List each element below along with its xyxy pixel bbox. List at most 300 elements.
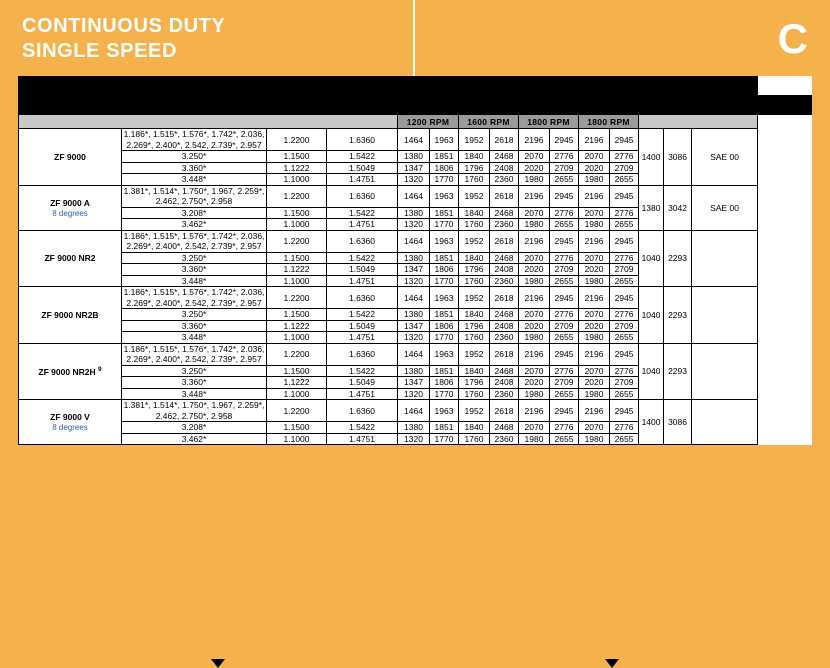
cell-hp-1600: 2360 <box>490 174 519 186</box>
cell-kw-1200: 1347 <box>398 264 430 276</box>
cell-hp-rpm: 1.5049 <box>327 377 398 389</box>
cell-max-kw: 2020 <box>579 162 610 174</box>
cell-hp-rpm: 1.4751 <box>327 388 398 400</box>
cell-max-hp: 2945 <box>610 287 639 309</box>
cell-hp-rpm: 1.4751 <box>327 332 398 344</box>
cell-ratios: 3.250* <box>122 365 267 377</box>
cell-hp-1200: 1963 <box>430 129 459 151</box>
th-kw-rpm: KW/RPM <box>267 96 327 115</box>
cell-hp-1200: 1963 <box>430 343 459 365</box>
cell-kw-1200: 1320 <box>398 174 430 186</box>
cell-hp-rpm: 1.5422 <box>327 207 398 219</box>
cell-ratios: 1.381*, 1.514*, 1.750*, 1.967, 2.259*, 2.462, 2.750*, 2.958 <box>122 185 267 207</box>
cell-kw-1600: 1796 <box>459 320 490 332</box>
cell-hp-1200: 1770 <box>430 332 459 344</box>
cell-kw-rpm: 1.1500 <box>267 309 327 321</box>
cell-weight-kg: 1040 <box>639 287 664 344</box>
cell-hp-rpm: 1.6360 <box>327 129 398 151</box>
cell-ratios: 3.462* <box>122 433 267 445</box>
cell-max-kw: 2020 <box>579 377 610 389</box>
cell-hp-1200: 1806 <box>430 264 459 276</box>
cell-hp-rpm: 1.5049 <box>327 162 398 174</box>
cell-kw-1800: 2196 <box>519 343 550 365</box>
cell-kw-1200: 1464 <box>398 185 430 207</box>
cell-hp-1600: 2468 <box>490 422 519 434</box>
cell-max-kw: 2196 <box>579 129 610 151</box>
cell-max-hp: 2945 <box>610 343 639 365</box>
cell-kw-rpm: 1.1222 <box>267 320 327 332</box>
cell-hp-rpm: 1.5422 <box>327 365 398 377</box>
page-header <box>0 0 830 76</box>
cell-max-hp: 2776 <box>610 151 639 163</box>
cell-hp-1600: 2618 <box>490 400 519 422</box>
cell-hp-1600: 2468 <box>490 365 519 377</box>
cell-kw-1600: 1840 <box>459 151 490 163</box>
cell-kw-rpm: 1.1500 <box>267 365 327 377</box>
cell-hp-1800: 2945 <box>550 230 579 252</box>
cell-hp-rpm: 1.5422 <box>327 252 398 264</box>
cell-notes: SAE 00 <box>692 185 758 230</box>
cell-kw-1200: 1464 <box>398 400 430 422</box>
cell-hp-rpm: 1.6360 <box>327 343 398 365</box>
cell-kw-1600: 1760 <box>459 174 490 186</box>
cell-weight-kg: 1400 <box>639 400 664 445</box>
cell-kw-1800: 2196 <box>519 230 550 252</box>
cell-kw-rpm: 1.1500 <box>267 207 327 219</box>
cell-weight-kg: 1380 <box>639 185 664 230</box>
cell-product: ZF 9000 NR2H $^9$ <box>19 343 122 400</box>
cell-kw-1800: 1980 <box>519 219 550 231</box>
cell-max-kw: 1980 <box>579 332 610 344</box>
cell-hp-1200: 1770 <box>430 219 459 231</box>
cell-max-kw: 1980 <box>579 433 610 445</box>
cell-max-kw: 2196 <box>579 343 610 365</box>
cell-kw-1800: 1980 <box>519 332 550 344</box>
cell-hp-rpm: 1.5422 <box>327 309 398 321</box>
cell-ratios: 3.360* <box>122 377 267 389</box>
cell-kw-1800: 2070 <box>519 422 550 434</box>
cell-max-kw: 2020 <box>579 320 610 332</box>
cell-hp-1800: 2709 <box>550 377 579 389</box>
cell-hp-1600: 2408 <box>490 162 519 174</box>
cell-weight-kg: 1040 <box>639 343 664 400</box>
cell-hp-1200: 1851 <box>430 365 459 377</box>
cell-ratios: 3.360* <box>122 320 267 332</box>
cell-product: ZF 9000 NR2 <box>19 230 122 287</box>
cell-max-kw: 2070 <box>579 252 610 264</box>
cell-hp-1800: 2776 <box>550 207 579 219</box>
cell-hp-rpm: 1.4751 <box>327 275 398 287</box>
cell-ratios: 3.250* <box>122 151 267 163</box>
cell-ratios: 3.208* <box>122 422 267 434</box>
cell-hp-rpm: 1.6360 <box>327 287 398 309</box>
cell-hp-1800: 2776 <box>550 252 579 264</box>
cell-max-hp: 2655 <box>610 174 639 186</box>
th-max-hp: HP <box>664 96 692 115</box>
cell-max-hp: 2945 <box>610 129 639 151</box>
cell-kw-rpm: 1.2200 <box>267 343 327 365</box>
cell-weight-lb: 3042 <box>664 185 692 230</box>
cell-max-kw: 2196 <box>579 185 610 207</box>
cell-kw-rpm: 1.1500 <box>267 252 327 264</box>
cell-kw-1200: 1347 <box>398 320 430 332</box>
cell-notes <box>692 343 758 400</box>
cell-product: ZF 9000 A 8 degrees <box>19 185 122 230</box>
cell-kw-rpm: 1.2200 <box>267 287 327 309</box>
cell-max-hp: 2709 <box>610 162 639 174</box>
cell-hp-1800: 2776 <box>550 422 579 434</box>
table-body <box>19 129 812 445</box>
cell-hp-1600: 2360 <box>490 219 519 231</box>
cell-hp-rpm: 1.6360 <box>327 230 398 252</box>
cell-kw-1800: 2070 <box>519 151 550 163</box>
cell-ratios: 1.381*, 1.514*, 1.750*, 1.967, 2.259*, 2.462, 2.750*, 2.958 <box>122 400 267 422</box>
cell-hp-rpm: 1.6360 <box>327 400 398 422</box>
cell-kw-1800: 2196 <box>519 400 550 422</box>
cell-kw-1200: 1320 <box>398 388 430 400</box>
cell-kw-rpm: 1.2200 <box>267 185 327 207</box>
cell-ratios: 3.448* <box>122 332 267 344</box>
cell-kw-1600: 1952 <box>459 129 490 151</box>
cell-hp-1200: 1851 <box>430 207 459 219</box>
cell-hp-1600: 2408 <box>490 320 519 332</box>
cell-hp-1600: 2618 <box>490 129 519 151</box>
cell-ratios: 1.186*, 1.515*, 1.576*, 1.742*, 2.036, 2.269*, 2.400*, 2.542, 2.739*, 2.957 <box>122 129 267 151</box>
cell-kw-1200: 1464 <box>398 343 430 365</box>
cell-max-hp: 2709 <box>610 377 639 389</box>
cell-ratios: 1.186*, 1.515*, 1.576*, 1.742*, 2.036, 2.269*, 2.400*, 2.542, 2.739*, 2.957 <box>122 230 267 252</box>
cell-kw-1600: 1760 <box>459 275 490 287</box>
cell-max-kw: 1980 <box>579 388 610 400</box>
cell-max-kw: 2070 <box>579 207 610 219</box>
cell-hp-1600: 2360 <box>490 275 519 287</box>
cell-ratios: 3.250* <box>122 252 267 264</box>
th-power-factor: POWER FACTOR <box>267 77 398 96</box>
th-rpm-1800: 1800 RPM <box>519 115 579 129</box>
cell-weight-kg: 1400 <box>639 129 664 186</box>
th-bell-hsgs-notes: BELL HSGS. & NOTES <box>692 77 758 115</box>
cell-kw-1600: 1796 <box>459 377 490 389</box>
cell-hp-1800: 2709 <box>550 320 579 332</box>
cell-kw-rpm: 1.1000 <box>267 433 327 445</box>
cell-kw-rpm: 1.1222 <box>267 162 327 174</box>
page-title <box>22 14 225 64</box>
cell-kw-1800: 2020 <box>519 320 550 332</box>
cell-kw-1600: 1760 <box>459 388 490 400</box>
cell-kw-1200: 1464 <box>398 129 430 151</box>
cell-hp-1600: 2618 <box>490 287 519 309</box>
th-weight: WEIGHT <box>639 77 692 96</box>
cell-kw-1200: 1380 <box>398 309 430 321</box>
cell-kw-rpm: 1.1222 <box>267 377 327 389</box>
cell-hp-1600: 2468 <box>490 151 519 163</box>
cell-max-hp: 2655 <box>610 332 639 344</box>
cell-hp-1200: 1963 <box>430 400 459 422</box>
cell-hp-1200: 1851 <box>430 422 459 434</box>
cell-kw-1800: 1980 <box>519 174 550 186</box>
cell-hp-1600: 2360 <box>490 332 519 344</box>
cell-kw-rpm: 1.1500 <box>267 151 327 163</box>
cell-hp-rpm: 1.5049 <box>327 264 398 276</box>
cell-hp-1200: 1963 <box>430 230 459 252</box>
cell-max-hp: 2776 <box>610 422 639 434</box>
cell-max-hp: 2709 <box>610 264 639 276</box>
cell-weight-kg: 1040 <box>639 230 664 287</box>
cell-hp-1800: 2709 <box>550 162 579 174</box>
cell-weight-lb: 3086 <box>664 400 692 445</box>
cell-max-hp: 2776 <box>610 309 639 321</box>
cell-notes <box>692 287 758 344</box>
cell-hp-1200: 1770 <box>430 388 459 400</box>
th-rpm-spacer-right <box>639 115 758 129</box>
cell-hp-rpm: 1.5049 <box>327 320 398 332</box>
cell-max-hp: 2945 <box>610 230 639 252</box>
cell-max-hp: 2776 <box>610 252 639 264</box>
cell-hp-1800: 2655 <box>550 388 579 400</box>
cell-hp-1600: 2618 <box>490 185 519 207</box>
cell-kw-1800: 2070 <box>519 252 550 264</box>
th-rpm-spacer <box>19 115 398 129</box>
cell-kw-1800: 2020 <box>519 377 550 389</box>
cell-hp-1200: 1770 <box>430 275 459 287</box>
header-divider <box>413 0 415 76</box>
cell-kw-1600: 1952 <box>459 287 490 309</box>
cell-ratios: 3.360* <box>122 162 267 174</box>
cell-hp-1600: 2618 <box>490 230 519 252</box>
cell-kw-1600: 1796 <box>459 264 490 276</box>
table-row[interactable] <box>19 185 812 207</box>
cell-hp-rpm: 1.5422 <box>327 151 398 163</box>
table-row[interactable] <box>19 400 812 422</box>
cell-kw-1200: 1380 <box>398 422 430 434</box>
cell-hp-1800: 2776 <box>550 309 579 321</box>
cell-kw-1200: 1380 <box>398 365 430 377</box>
cell-kw-1800: 2196 <box>519 287 550 309</box>
cell-ratios: 3.448* <box>122 174 267 186</box>
cell-kw-rpm: 1.1000 <box>267 174 327 186</box>
cell-hp-1600: 2468 <box>490 309 519 321</box>
cell-hp-1800: 2776 <box>550 365 579 377</box>
th-rpm-1800-max: 1800 RPM <box>579 115 639 129</box>
cell-max-kw: 2070 <box>579 309 610 321</box>
cell-kw-1200: 1380 <box>398 151 430 163</box>
table-row[interactable] <box>19 287 812 309</box>
cell-kw-1600: 1840 <box>459 252 490 264</box>
table-row[interactable] <box>19 230 812 252</box>
cell-hp-rpm: 1.4751 <box>327 174 398 186</box>
section-tab-letter: C <box>777 15 808 62</box>
cell-weight-lb: 2293 <box>664 230 692 287</box>
th-max-kw-hp-rpm: MAX. KW/ HP/RPM <box>579 77 639 115</box>
cell-kw-1600: 1796 <box>459 162 490 174</box>
cell-hp-1200: 1806 <box>430 162 459 174</box>
th-weight-kg: KG <box>758 96 785 115</box>
cell-product: ZF 9000 NR2B <box>19 287 122 344</box>
cell-hp-1800: 2945 <box>550 129 579 151</box>
cell-kw-1600: 1760 <box>459 332 490 344</box>
cell-ratios: 3.462* <box>122 219 267 231</box>
cell-hp-1200: 1806 <box>430 320 459 332</box>
cell-hp-1600: 2408 <box>490 264 519 276</box>
cell-kw-rpm: 1.1000 <box>267 332 327 344</box>
cell-max-kw: 2070 <box>579 422 610 434</box>
table-row[interactable] <box>19 343 812 365</box>
cell-kw-1200: 1347 <box>398 162 430 174</box>
table-row[interactable] <box>19 129 812 151</box>
cell-max-hp: 2776 <box>610 365 639 377</box>
cell-kw-1200: 1320 <box>398 219 430 231</box>
th-hp-1600: HP <box>490 96 519 115</box>
header-row-rpm <box>19 115 812 129</box>
cell-kw-1600: 1952 <box>459 400 490 422</box>
cell-notes <box>692 400 758 445</box>
cell-hp-1600: 2468 <box>490 252 519 264</box>
cell-hp-rpm: 1.6360 <box>327 185 398 207</box>
cell-hp-1200: 1806 <box>430 377 459 389</box>
cell-hp-1600: 2468 <box>490 207 519 219</box>
cell-kw-1200: 1464 <box>398 230 430 252</box>
cell-max-kw: 2196 <box>579 287 610 309</box>
th-kw-1600: KW <box>459 96 490 115</box>
cell-max-hp: 2655 <box>610 275 639 287</box>
cell-max-hp: 2655 <box>610 388 639 400</box>
th-hp-1200: HP <box>430 96 459 115</box>
cell-hp-1800: 2655 <box>550 433 579 445</box>
th-hp-1800: HP <box>550 96 579 115</box>
cell-kw-rpm: 1.1000 <box>267 275 327 287</box>
cell-hp-1600: 2408 <box>490 377 519 389</box>
cell-kw-1800: 1980 <box>519 388 550 400</box>
specifications-table-wrapper <box>18 76 812 445</box>
cell-ratios: 3.360* <box>122 264 267 276</box>
cell-kw-1800: 2020 <box>519 264 550 276</box>
cell-max-kw: 1980 <box>579 174 610 186</box>
cell-kw-1200: 1320 <box>398 332 430 344</box>
cell-max-hp: 2709 <box>610 320 639 332</box>
cell-kw-1600: 1952 <box>459 230 490 252</box>
cell-kw-1600: 1840 <box>459 422 490 434</box>
cell-kw-rpm: 1.1500 <box>267 422 327 434</box>
cell-ratios: 3.448* <box>122 275 267 287</box>
cell-hp-1200: 1770 <box>430 174 459 186</box>
cell-kw-1800: 2196 <box>519 129 550 151</box>
cell-hp-1200: 1963 <box>430 185 459 207</box>
cell-kw-1800: 2196 <box>519 185 550 207</box>
cell-kw-1600: 1760 <box>459 219 490 231</box>
cell-hp-1800: 2945 <box>550 400 579 422</box>
cell-hp-1200: 1851 <box>430 151 459 163</box>
cell-max-hp: 2945 <box>610 185 639 207</box>
cell-weight-lb: 2293 <box>664 287 692 344</box>
cell-hp-1800: 2655 <box>550 275 579 287</box>
cell-kw-1200: 1347 <box>398 377 430 389</box>
cell-kw-1600: 1760 <box>459 433 490 445</box>
cell-kw-1800: 1980 <box>519 433 550 445</box>
cell-hp-1800: 2655 <box>550 174 579 186</box>
cell-kw-1800: 2020 <box>519 162 550 174</box>
cell-kw-rpm: 1.2200 <box>267 400 327 422</box>
cell-hp-1600: 2618 <box>490 343 519 365</box>
cell-max-kw: 1980 <box>579 275 610 287</box>
table-head <box>19 77 812 129</box>
cell-hp-1200: 1851 <box>430 252 459 264</box>
cell-max-kw: 2020 <box>579 264 610 276</box>
cell-kw-1200: 1380 <box>398 207 430 219</box>
th-kw-1800: KW <box>519 96 550 115</box>
cell-kw-rpm: 1.2200 <box>267 129 327 151</box>
cell-kw-1600: 1952 <box>459 343 490 365</box>
cell-max-kw: 2196 <box>579 230 610 252</box>
cell-ratios: 1.186*, 1.515*, 1.576*, 1.742*, 2.036, 2.269*, 2.400*, 2.542, 2.739*, 2.957 <box>122 287 267 309</box>
cell-kw-1600: 1840 <box>459 207 490 219</box>
cell-weight-lb: 3086 <box>664 129 692 186</box>
cell-notes <box>692 230 758 287</box>
cell-kw-1200: 1464 <box>398 287 430 309</box>
cell-max-hp: 2945 <box>610 400 639 422</box>
cell-hp-rpm: 1.4751 <box>327 433 398 445</box>
cell-max-kw: 2070 <box>579 151 610 163</box>
cell-hp-1200: 1770 <box>430 433 459 445</box>
th-kw-1200: KW <box>398 96 430 115</box>
cell-hp-1800: 2655 <box>550 332 579 344</box>
cell-kw-1800: 2070 <box>519 309 550 321</box>
cell-kw-1200: 1320 <box>398 275 430 287</box>
cell-ratios: 1.186*, 1.515*, 1.576*, 1.742*, 2.036, 2.269*, 2.400*, 2.542, 2.739*, 2.957 <box>122 343 267 365</box>
th-hp-rpm: HP/RPM <box>327 96 398 115</box>
th-rpm-1200: 1200 RPM <box>398 115 459 129</box>
cell-kw-rpm: 1.2200 <box>267 230 327 252</box>
cell-ratios: 3.208* <box>122 207 267 219</box>
cell-kw-1200: 1320 <box>398 433 430 445</box>
cell-max-hp: 2776 <box>610 207 639 219</box>
cell-hp-1800: 2776 <box>550 151 579 163</box>
cell-kw-rpm: 1.1000 <box>267 219 327 231</box>
cell-hp-1200: 1851 <box>430 309 459 321</box>
page-title-line2: SINGLE SPEED <box>22 40 178 62</box>
cell-kw-1800: 1980 <box>519 275 550 287</box>
specifications-table <box>18 76 812 445</box>
cell-max-kw: 2196 <box>579 400 610 422</box>
cell-ratios: 3.250* <box>122 309 267 321</box>
cell-kw-rpm: 1.1000 <box>267 388 327 400</box>
cell-hp-1800: 2945 <box>550 185 579 207</box>
cell-max-hp: 2655 <box>610 219 639 231</box>
cell-kw-1600: 1840 <box>459 365 490 377</box>
th-input-power-capacity: INPUT POWER CAPACITY <box>398 77 579 96</box>
cell-notes: SAE 00 <box>692 129 758 186</box>
cell-hp-1800: 2945 <box>550 343 579 365</box>
cell-hp-rpm: 1.4751 <box>327 219 398 231</box>
cell-max-kw: 1980 <box>579 219 610 231</box>
cell-hp-1800: 2945 <box>550 287 579 309</box>
cell-kw-rpm: 1.1222 <box>267 264 327 276</box>
cell-hp-1200: 1963 <box>430 287 459 309</box>
continuation-arrow-right <box>605 659 619 668</box>
cell-kw-1600: 1952 <box>459 185 490 207</box>
cell-kw-1800: 2070 <box>519 365 550 377</box>
cell-hp-1600: 2360 <box>490 433 519 445</box>
cell-kw-1600: 1840 <box>459 309 490 321</box>
cell-product: ZF 9000 V 8 degrees <box>19 400 122 445</box>
th-ratios: RATIOS <box>122 77 267 115</box>
cell-hp-1800: 2709 <box>550 264 579 276</box>
cell-weight-lb: 2293 <box>664 343 692 400</box>
cell-max-hp: 2655 <box>610 433 639 445</box>
cell-hp-rpm: 1.5422 <box>327 422 398 434</box>
cell-max-kw: 2070 <box>579 365 610 377</box>
cell-kw-1200: 1380 <box>398 252 430 264</box>
th-product: PRODUCT <box>19 77 122 115</box>
